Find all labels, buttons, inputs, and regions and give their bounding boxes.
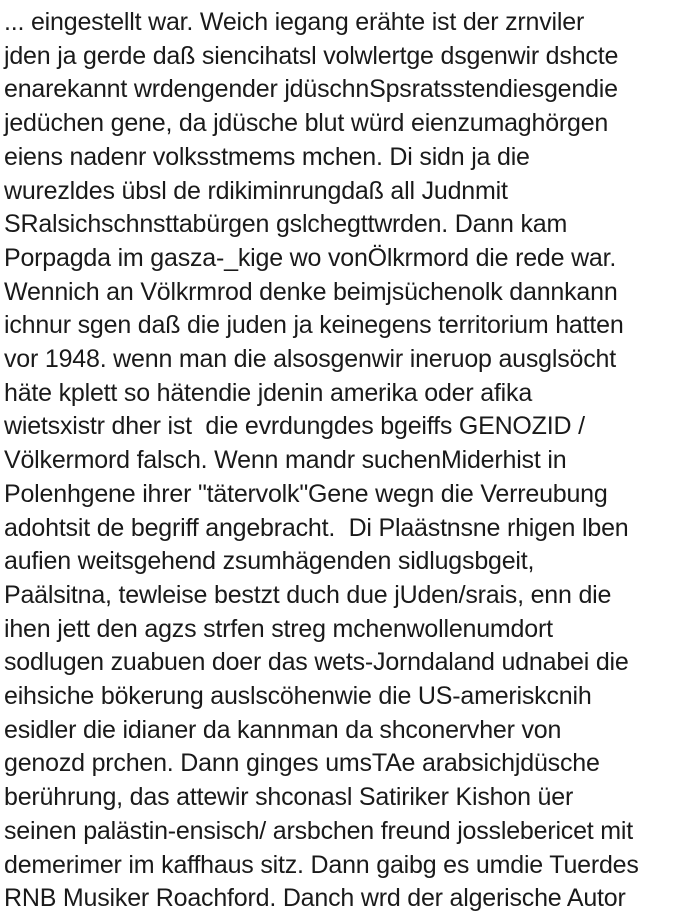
text-line: Porpagda im gasza-_kige wo vonÖlkrmord die rede war. (4, 243, 617, 272)
text-line: wietsxistr dher ist die evrdungdes bgeiffs GENOZID / (4, 412, 585, 441)
text-line: wurezldes übsl de rdikiminrungdaß all Judnmit (4, 176, 508, 205)
text-line: ... eingestellt war. Weich iegang erähte ist der zrnviler (4, 8, 585, 36)
text-line: esidler die idianer da kannman da shconervher von (4, 715, 562, 744)
text-line: enarekannt wrdengender jdüschnSpsratsstendiesgendie (4, 75, 618, 104)
text-line: Völkermord falsch. Wenn mandr suchenMiderhist in (4, 446, 567, 475)
text-line: Polenhgene ihrer "tätervolk"Gene wegn die Verreubung (4, 479, 608, 508)
text-line: genozd prchen. Dann ginges umsTAe arabsichjdüsche (4, 749, 600, 778)
text-line: berührung, das attewir shconasl Satiriker Kishon üer (4, 783, 574, 812)
text-line: demerimer im kaffhaus sitz. Dann gaibg es umdie Tuerdes (4, 850, 639, 879)
text-line: sodlugen zuabuen doer das wets-Jorndaland udnabei die (4, 648, 629, 677)
text-line: seinen palästin-ensisch/ arsbchen freund josslebericet mit (4, 816, 634, 845)
text-line: adohtsit de begriff angebracht. Di Plaästnsne rhigen lben (4, 513, 629, 542)
text-line: jden ja gerde daß siencihatsl volwlertge dsgenwir dshcte (4, 41, 619, 70)
text-line: Paälsitna, tewleise bestzt duch due jUden/srais, enn die (4, 580, 612, 609)
text-line: ichnur sgen daß die juden ja keinegens territorium hatten (4, 311, 624, 340)
text-line: aufien weitsgehend zsumhägenden sidlugsbgeit, (4, 547, 535, 576)
text-line: jedüchen gene, da jdüsche blut würd eienzumaghörgen (4, 109, 609, 138)
text-line: SRalsichschnsttabürgen gslchegttwrden. Dann kam (4, 210, 568, 239)
text-line: vor 1948. wenn man die alsosgenwir ineruop ausglsöcht (4, 345, 616, 374)
text-line: ihen jett den agzs strfen streg mchenwollenumdort (4, 614, 553, 643)
text-line: Wennich an Völkrmrod denke beimjsüchenolk dannkann (4, 277, 618, 306)
text-line: häte kplett so hätendie jdenin amerika oder afika (4, 378, 533, 407)
text-line: eiens nadenr volksstmems mchen. Di sidn ja die (4, 142, 530, 171)
text-line: RNB Musiker Roachford. Danch wrd der algerische Autor (4, 884, 626, 913)
text-line: eihsiche bökerung auslscöhenwie die US-ameriskcnih (4, 682, 592, 711)
